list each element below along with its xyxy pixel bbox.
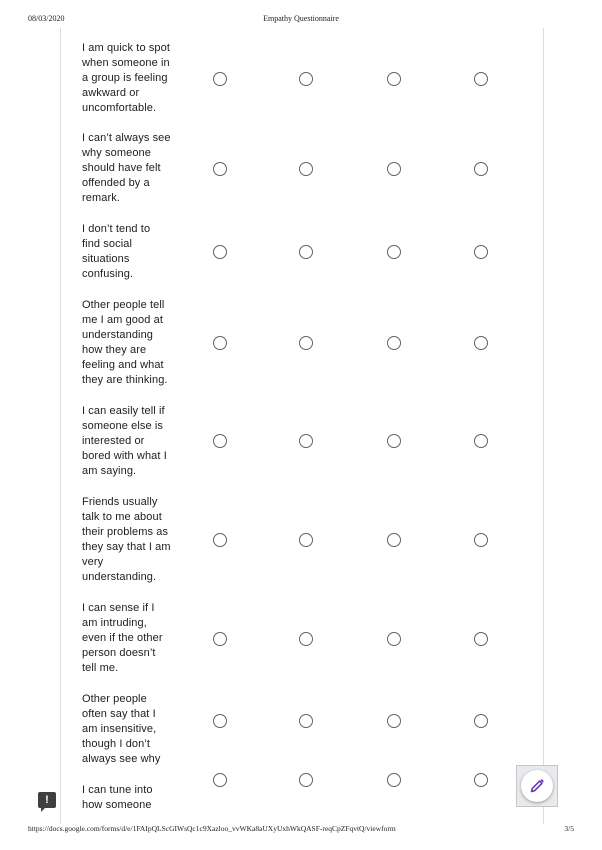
- radio-option-3[interactable]: [387, 773, 401, 787]
- grid-row-label: I don’t tend to find social situations confusing.: [82, 223, 151, 280]
- edit-response-button[interactable]: [516, 765, 558, 807]
- radio-option-3[interactable]: [387, 72, 401, 86]
- radio-option-3[interactable]: [387, 632, 401, 646]
- radio-option-3[interactable]: [387, 245, 401, 259]
- radio-option-1[interactable]: [213, 336, 227, 350]
- print-header: [0, 14, 602, 28]
- radio-option-4[interactable]: [474, 245, 488, 259]
- radio-option-3[interactable]: [387, 533, 401, 547]
- radio-option-4[interactable]: [474, 162, 488, 176]
- radio-option-2[interactable]: [299, 162, 313, 176]
- grid-row: [82, 222, 542, 298]
- edit-button-circle: [521, 770, 553, 802]
- radio-option-2[interactable]: [299, 773, 313, 787]
- grid-row-label: I can easily tell if someone else is interested or bored with what I am saying.: [82, 405, 167, 477]
- grid-row-label: Other people tell me I am good at understanding how they are feeling and what they are thinking.: [82, 299, 168, 386]
- radio-option-2[interactable]: [299, 72, 313, 86]
- radio-option-4[interactable]: [474, 72, 488, 86]
- radio-option-2[interactable]: [299, 434, 313, 448]
- print-footer: [0, 824, 602, 836]
- radio-option-4[interactable]: [474, 714, 488, 728]
- radio-option-2[interactable]: [299, 245, 313, 259]
- pencil-icon: [529, 778, 545, 794]
- grid-row: [82, 692, 542, 783]
- report-feedback-icon[interactable]: !: [38, 792, 56, 808]
- grid-row-label: Friends usually talk to me about their problems as they say that I am very understanding.: [82, 496, 171, 583]
- grid-row-label: I can’t always see why someone should have felt offended by a remark.: [82, 132, 171, 204]
- print-url: https://docs.google.com/forms/d/e/1FAIpQLScGIWsQc1c9Xazloo_vvWKa8aUXyUxhWkQASF-reqCpZFqvtQ/viewform: [28, 824, 396, 833]
- grid-row: [82, 404, 542, 495]
- grid-row: [82, 131, 542, 222]
- grid-row: [82, 495, 542, 601]
- radio-option-3[interactable]: [387, 434, 401, 448]
- radio-option-4[interactable]: [474, 533, 488, 547]
- radio-option-1[interactable]: [213, 773, 227, 787]
- grid-row: [82, 601, 542, 692]
- radio-option-4[interactable]: [474, 773, 488, 787]
- radio-option-2[interactable]: [299, 533, 313, 547]
- grid-question-rows: [82, 41, 542, 818]
- radio-option-2[interactable]: [299, 714, 313, 728]
- radio-option-2[interactable]: [299, 632, 313, 646]
- radio-option-4[interactable]: [474, 336, 488, 350]
- radio-option-3[interactable]: [387, 162, 401, 176]
- radio-option-1[interactable]: [213, 632, 227, 646]
- print-date: 08/03/2020: [28, 14, 65, 23]
- radio-option-3[interactable]: [387, 336, 401, 350]
- radio-option-1[interactable]: [213, 434, 227, 448]
- grid-row: [82, 298, 542, 404]
- radio-option-1[interactable]: [213, 162, 227, 176]
- grid-row-label: I can tune into how someone: [82, 784, 153, 811]
- radio-option-3[interactable]: [387, 714, 401, 728]
- print-page-number: 3/5: [564, 824, 574, 833]
- grid-row-label: Other people often say that I am insensitive, though I don’t always see why: [82, 693, 161, 765]
- grid-row-label: I can sense if I am intruding, even if the other person doesn’t tell me.: [82, 602, 163, 674]
- radio-option-1[interactable]: [213, 714, 227, 728]
- radio-option-2[interactable]: [299, 336, 313, 350]
- radio-option-1[interactable]: [213, 533, 227, 547]
- radio-option-1[interactable]: [213, 72, 227, 86]
- grid-row: [82, 41, 542, 131]
- radio-option-4[interactable]: [474, 632, 488, 646]
- grid-row-label: I am quick to spot when someone in a group is feeling awkward or uncomfortable.: [82, 42, 171, 114]
- radio-option-4[interactable]: [474, 434, 488, 448]
- radio-option-1[interactable]: [213, 245, 227, 259]
- grid-row: [82, 783, 542, 818]
- print-title: Empathy Questionnaire: [263, 14, 339, 23]
